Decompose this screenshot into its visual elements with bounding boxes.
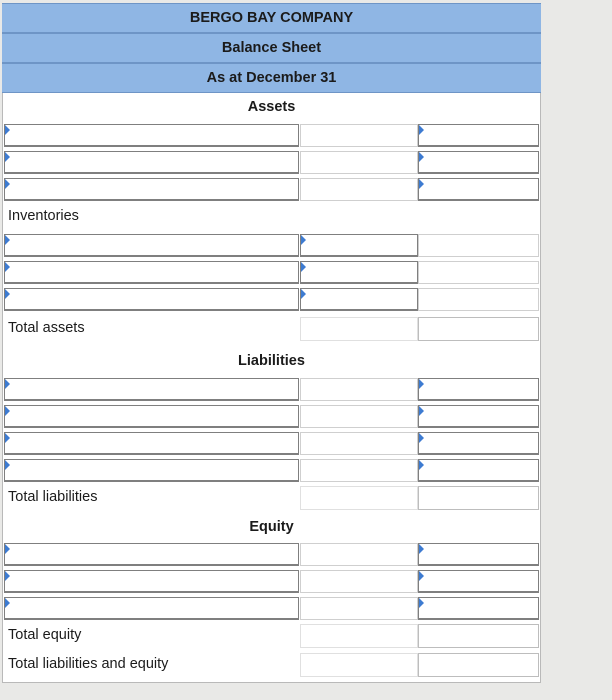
- asset-2-account-select[interactable]: [4, 151, 299, 174]
- dropdown-marker-icon: [5, 125, 10, 135]
- dropdown-marker-icon: [5, 598, 10, 608]
- statement-title: Balance Sheet: [221, 40, 322, 56]
- equity-3-amount-input[interactable]: [300, 597, 418, 620]
- equity-section-title: [2, 516, 541, 538]
- equity-2-total-input[interactable]: [418, 570, 539, 593]
- total-equity-spacer: [300, 624, 418, 648]
- equity-1-account-select[interactable]: [4, 543, 299, 566]
- dropdown-marker-icon: [419, 460, 424, 470]
- total-liabilities-label: Total liabilities: [8, 489, 98, 505]
- asset-6-total-input[interactable]: [418, 288, 539, 311]
- total-assets-row: [2, 315, 541, 342]
- dropdown-marker-icon: [5, 460, 10, 470]
- liabilities-label: Liabilities: [238, 353, 305, 369]
- asset-4-amount-input[interactable]: [300, 234, 418, 257]
- equity-1-amount-input[interactable]: [300, 543, 418, 566]
- equity-row-2: [2, 568, 541, 595]
- assets-section-title: [2, 96, 541, 118]
- liability-1-account-select[interactable]: [4, 378, 299, 401]
- liability-3-amount-input[interactable]: [300, 432, 418, 455]
- equity-3-account-select[interactable]: [4, 597, 299, 620]
- dropdown-marker-icon: [301, 235, 306, 245]
- inventories-label: Inventories: [8, 208, 79, 224]
- liability-1-total-input[interactable]: [418, 378, 539, 401]
- total-liabilities-and-equity-input[interactable]: [418, 653, 539, 677]
- statement-title-header: [2, 33, 541, 63]
- liability-4-amount-input[interactable]: [300, 459, 418, 482]
- total-equity-input[interactable]: [418, 624, 539, 648]
- dropdown-marker-icon: [301, 289, 306, 299]
- asset-3-total-input[interactable]: [418, 178, 539, 201]
- equity-label: Equity: [249, 519, 294, 535]
- liability-2-total-input[interactable]: [418, 405, 539, 428]
- asset-row-4: [2, 232, 541, 259]
- asset-5-account-select[interactable]: [4, 261, 299, 284]
- liability-4-account-select[interactable]: [4, 459, 299, 482]
- equity-3-total-input[interactable]: [418, 597, 539, 620]
- liability-row-2: [2, 403, 541, 430]
- liability-3-total-input[interactable]: [418, 432, 539, 455]
- asset-4-total-input[interactable]: [418, 234, 539, 257]
- total-liabilities-spacer: [300, 486, 418, 510]
- equity-2-account-select[interactable]: [4, 570, 299, 593]
- dropdown-marker-icon: [5, 379, 10, 389]
- statement-date-header: [2, 63, 541, 93]
- liabilities-section-title: [2, 350, 541, 372]
- dropdown-marker-icon: [419, 406, 424, 416]
- inventories-row: [2, 203, 541, 230]
- total-equity-row: [2, 622, 541, 649]
- asset-1-total-input[interactable]: [418, 124, 539, 147]
- asset-row-5: [2, 259, 541, 286]
- dropdown-marker-icon: [5, 235, 10, 245]
- statement-date: As at December 31: [206, 70, 337, 86]
- asset-5-total-input[interactable]: [418, 261, 539, 284]
- company-name-header: [2, 3, 541, 33]
- equity-2-amount-input[interactable]: [300, 570, 418, 593]
- asset-2-amount-input[interactable]: [300, 151, 418, 174]
- asset-1-account-select[interactable]: [4, 124, 299, 147]
- total-liabilities-row: [2, 484, 541, 511]
- liability-row-3: [2, 430, 541, 457]
- asset-4-account-select[interactable]: [4, 234, 299, 257]
- dropdown-marker-icon: [419, 571, 424, 581]
- equity-row-3: [2, 595, 541, 622]
- asset-3-amount-input[interactable]: [300, 178, 418, 201]
- dropdown-marker-icon: [5, 289, 10, 299]
- dropdown-marker-icon: [5, 544, 10, 554]
- asset-2-total-input[interactable]: [418, 151, 539, 174]
- dropdown-marker-icon: [5, 406, 10, 416]
- asset-6-amount-input[interactable]: [300, 288, 418, 311]
- dropdown-marker-icon: [5, 571, 10, 581]
- total-equity-label: Total equity: [8, 627, 82, 643]
- dropdown-marker-icon: [301, 262, 306, 272]
- liability-2-account-select[interactable]: [4, 405, 299, 428]
- asset-row-2: [2, 149, 541, 176]
- asset-row-3: [2, 176, 541, 203]
- dropdown-marker-icon: [419, 433, 424, 443]
- liability-1-amount-input[interactable]: [300, 378, 418, 401]
- liability-3-account-select[interactable]: [4, 432, 299, 455]
- dropdown-marker-icon: [419, 598, 424, 608]
- total-assets-input[interactable]: [418, 317, 539, 341]
- dropdown-marker-icon: [419, 152, 424, 162]
- total-liabilities-and-equity-spacer: [300, 653, 418, 677]
- dropdown-marker-icon: [5, 262, 10, 272]
- total-assets-spacer: [300, 317, 418, 341]
- dropdown-marker-icon: [5, 433, 10, 443]
- equity-row-1: [2, 541, 541, 568]
- company-name: BERGO BAY COMPANY: [189, 10, 354, 26]
- dropdown-marker-icon: [5, 179, 10, 189]
- liability-row-1: [2, 376, 541, 403]
- liability-2-amount-input[interactable]: [300, 405, 418, 428]
- dropdown-marker-icon: [419, 379, 424, 389]
- asset-3-account-select[interactable]: [4, 178, 299, 201]
- asset-1-amount-input[interactable]: [300, 124, 418, 147]
- asset-row-1: [2, 122, 541, 149]
- liability-row-4: [2, 457, 541, 484]
- asset-row-6: [2, 286, 541, 313]
- dropdown-marker-icon: [419, 544, 424, 554]
- asset-6-account-select[interactable]: [4, 288, 299, 311]
- total-liabilities-and-equity-label: Total liabilities and equity: [8, 656, 169, 672]
- total-liabilities-input[interactable]: [418, 486, 539, 510]
- equity-1-total-input[interactable]: [418, 543, 539, 566]
- total-assets-label: Total assets: [8, 320, 85, 336]
- dropdown-marker-icon: [419, 125, 424, 135]
- assets-label: Assets: [247, 99, 296, 115]
- dropdown-marker-icon: [419, 179, 424, 189]
- asset-5-amount-input[interactable]: [300, 261, 418, 284]
- dropdown-marker-icon: [5, 152, 10, 162]
- total-liabilities-and-equity-row: [2, 651, 541, 678]
- liability-4-total-input[interactable]: [418, 459, 539, 482]
